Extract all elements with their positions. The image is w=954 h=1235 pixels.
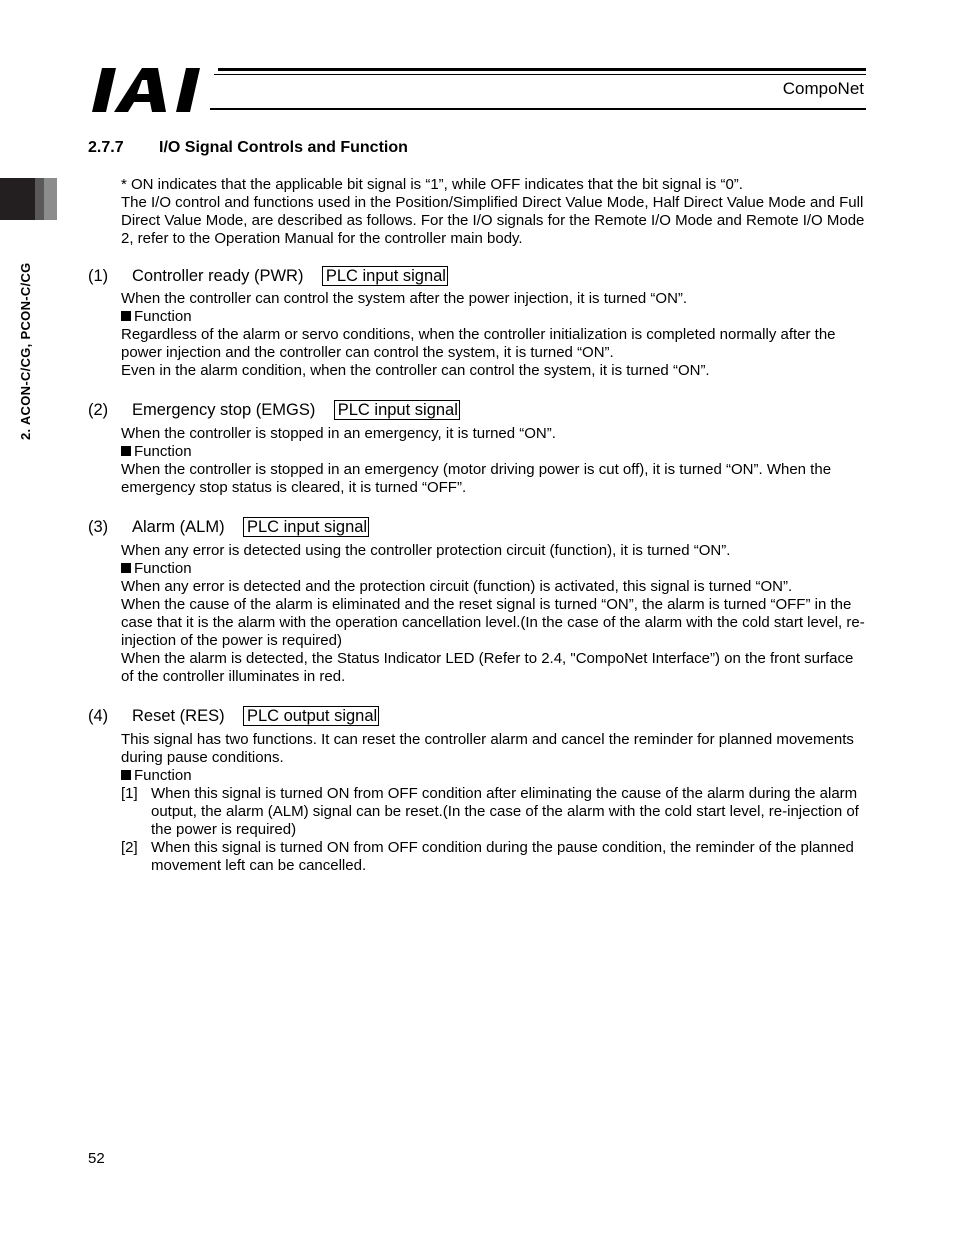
item-body-alm (121, 542, 869, 686)
intro-text: The I/O control and functions used in the Position/Simplified Direct Value Mode, Half Direct Value Mode and Full Direct Value Mode, are described as follows. For the I/O signals for the Remote I/O Mode and Remote I/O Mode 2, refer to the Operation Manual for the controller main body. (121, 194, 865, 247)
item-number: (2) (88, 401, 109, 419)
iai-logo (90, 66, 215, 114)
function-heading: Function (121, 443, 869, 461)
signal-type-box: PLC input signal (334, 400, 460, 420)
item-summary: When any error is detected using the controller protection circuit (function), it is turned “ON”. (121, 542, 731, 559)
function-list-item (121, 839, 869, 875)
item-title: Alarm (ALM) (132, 518, 225, 536)
section-number: 2.7.7 (88, 139, 124, 156)
function-list-item (121, 785, 869, 839)
function-text: When the controller is stopped in an emergency (motor driving power is cut off), it is turned “ON”. When the emergency stop status is cleared, it is turned “OFF”. (121, 461, 832, 496)
header-rule-top (218, 68, 866, 71)
list-index: [2] (121, 839, 138, 856)
item-number: (3) (88, 518, 109, 536)
header-rule-middle (214, 74, 866, 75)
header-rule-bottom (210, 108, 866, 110)
section-heading (88, 139, 408, 157)
chapter-tab (0, 178, 57, 220)
function-text: Even in the alarm condition, when the controller can control the system, it is turned “ON”. (121, 362, 710, 379)
item-heading-pwr (88, 265, 448, 287)
signal-type-box: PLC input signal (243, 517, 369, 537)
square-bullet-icon (121, 311, 131, 321)
list-text: When this signal is turned ON from OFF condition during the pause condition, the reminder of the planned movement left can be cancelled. (151, 839, 854, 874)
item-heading-alm (88, 516, 369, 538)
item-title: Controller ready (PWR) (132, 267, 304, 285)
item-number: (1) (88, 267, 109, 285)
function-heading: Function (121, 767, 869, 785)
signal-type-box: PLC output signal (243, 706, 379, 726)
item-heading-emgs (88, 399, 460, 421)
section-title: I/O Signal Controls and Function (159, 139, 408, 156)
function-heading: Function (121, 308, 869, 326)
item-body-emgs (121, 425, 869, 497)
item-summary: This signal has two functions. It can reset the controller alarm and cancel the reminder for planned movements during pause conditions. (121, 731, 854, 766)
list-text: When this signal is turned ON from OFF condition after eliminating the cause of the alarm during the alarm output, the alarm (ALM) signal can be reset.(In the case of the alarm with the cold start level, re-injection of the power is required) (151, 785, 859, 838)
signal-type-box: PLC input signal (322, 266, 448, 286)
item-body-res (121, 731, 869, 875)
intro-note: * ON indicates that the applicable bit signal is “1”, while OFF indicates that the bit signal is “0”. (121, 176, 743, 193)
item-number: (4) (88, 707, 109, 725)
function-text: When any error is detected and the protection circuit (function) is activated, this signal is turned “ON”. (121, 578, 793, 595)
item-heading-res (88, 705, 379, 727)
item-title: Emergency stop (EMGS) (132, 401, 316, 419)
page-number: 52 (88, 1150, 105, 1167)
function-heading: Function (121, 560, 869, 578)
list-index: [1] (121, 785, 138, 802)
square-bullet-icon (121, 446, 131, 456)
function-text: Regardless of the alarm or servo conditions, when the controller initialization is completed normally after the power injection and the controller can control the system, it is turned “ON”. (121, 326, 836, 361)
square-bullet-icon (121, 770, 131, 780)
square-bullet-icon (121, 563, 131, 573)
item-body-pwr (121, 290, 869, 380)
item-summary: When the controller can control the system after the power injection, it is turned “ON”. (121, 290, 688, 307)
intro-block (121, 176, 869, 248)
function-text: When the alarm is detected, the Status Indicator LED (Refer to 2.4, "CompoNet Interface”) on the front surface of the controller illuminates in red. (121, 650, 854, 685)
function-text: When the cause of the alarm is eliminated and the reset signal is turned “ON”, the alarm is turned “OFF” in the case that it is the alarm with the operation cancellation level.(In the case of the alarm with the cold start level, re-injection of the power is required) (121, 596, 865, 649)
header-title: CompoNet (782, 79, 864, 98)
item-summary: When the controller is stopped in an emergency, it is turned “ON”. (121, 425, 556, 442)
item-title: Reset (RES) (132, 707, 225, 725)
chapter-side-label: 2. ACON-C/CG, PCON-C/CG (18, 262, 33, 440)
